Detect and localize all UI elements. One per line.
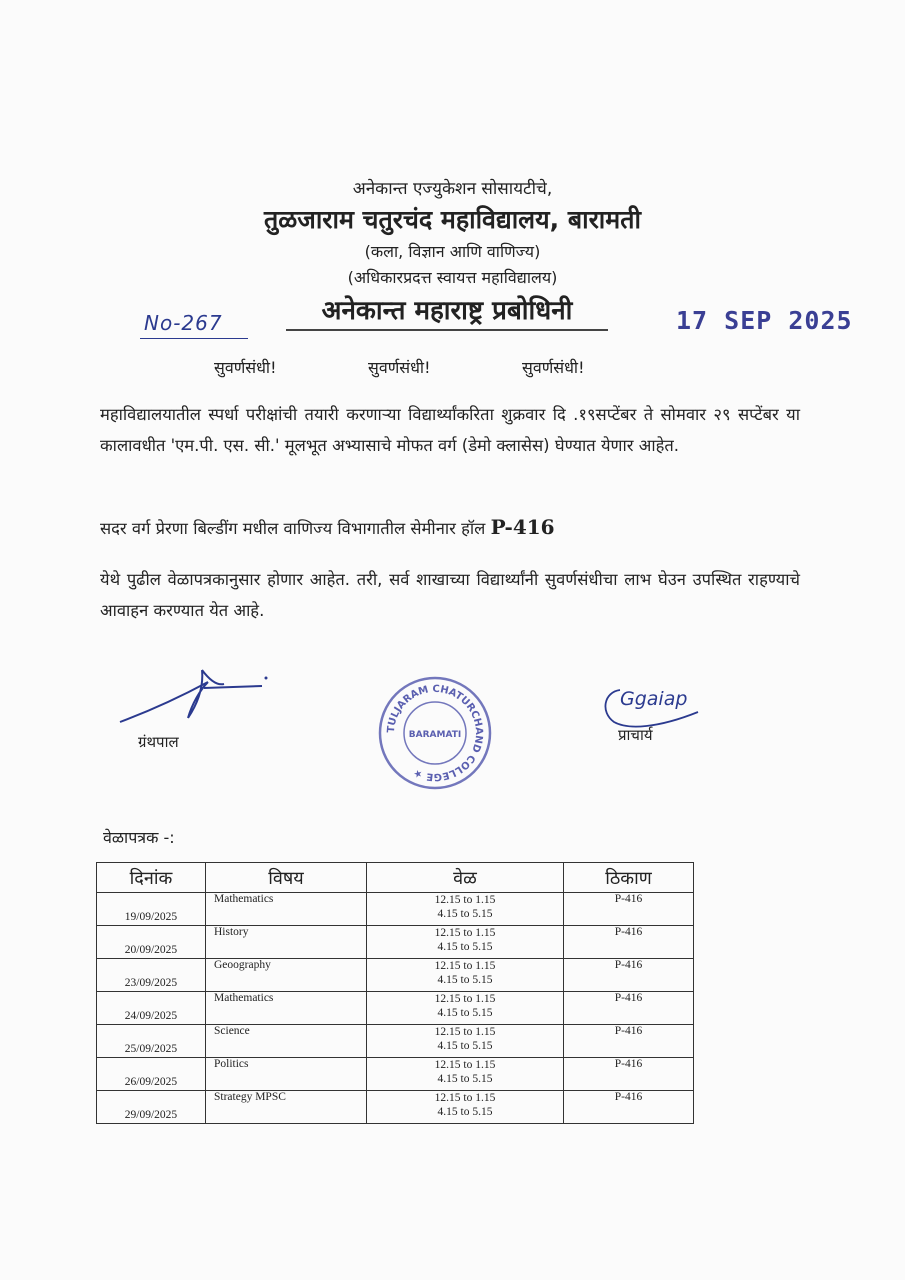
table-row xyxy=(97,959,694,992)
academy-title: अनेकान्त महाराष्ट्र प्रबोधिनी xyxy=(286,291,608,331)
principal-label: प्राचार्य xyxy=(618,726,653,744)
header-place: ठिकाण xyxy=(564,863,694,893)
time-slot-2: 4.15 to 5.15 xyxy=(437,1040,493,1052)
row-subject: History xyxy=(206,926,367,959)
society-name: अनेकान्त एज्युकेशन सोसायटीचे, xyxy=(352,179,553,199)
librarian-signature-block xyxy=(112,660,272,751)
row-subject: Science xyxy=(206,1025,367,1058)
table-row xyxy=(97,1058,694,1091)
row-place: P-416 xyxy=(564,1058,694,1091)
time-slot-2: 4.15 to 5.15 xyxy=(437,974,493,986)
table-row xyxy=(97,926,694,959)
row-date: 25/09/2025 xyxy=(97,1025,206,1058)
college-branches: (कला, विज्ञान आणि वाणिज्य) xyxy=(364,242,541,261)
row-time xyxy=(367,1091,564,1124)
librarian-signature-icon xyxy=(112,660,272,730)
row-subject: Geoography xyxy=(206,959,367,992)
row-time xyxy=(367,1058,564,1091)
principal-handwriting: Ggaiap xyxy=(620,688,688,710)
row-place: P-416 xyxy=(564,959,694,992)
row-date: 26/09/2025 xyxy=(97,1058,206,1091)
row-time xyxy=(367,926,564,959)
time-slot-2: 4.15 to 5.15 xyxy=(437,1106,493,1118)
row-time xyxy=(367,893,564,926)
schedule-header-row xyxy=(97,863,694,893)
golden-opportunity-1: सुवर्णसंधी! xyxy=(214,358,277,377)
principal-signature-block xyxy=(598,682,708,744)
table-row xyxy=(97,893,694,926)
time-slot-1: 12.15 to 1.15 xyxy=(434,1026,496,1038)
seal-ring-text: TULJARAM CHATURCHAND COLLEGE ★ xyxy=(385,683,485,783)
time-slot-2: 4.15 to 5.15 xyxy=(437,908,493,920)
golden-opportunity-3: सुवर्णसंधी! xyxy=(522,358,585,377)
seal-center-text: BARAMATI xyxy=(408,730,462,740)
row-time xyxy=(367,959,564,992)
header-date: दिनांक xyxy=(97,863,206,893)
notice-paragraph-3: येथे पुढील वेळापत्रकानुसार होणार आहेत. तरी, सर्व शाखाच्या विद्यार्थ्यांनी सुवर्णसंधीचा लाभ घेउन उपस्थित राहण्याचे आवाहन करण्यात येत आहे. xyxy=(100,570,800,620)
row-date: 29/09/2025 xyxy=(97,1091,206,1124)
venue-text: सदर वर्ग प्रेरणा बिल्डींग मधील वाणिज्य विभागातील सेमीनार हॉल xyxy=(100,519,486,538)
row-place: P-416 xyxy=(564,992,694,1025)
college-status: (अधिकारप्रदत्त स्वायत्त महाविद्यालय) xyxy=(347,268,558,287)
reference-number: No-267 xyxy=(144,311,223,335)
row-date: 24/09/2025 xyxy=(97,992,206,1025)
row-time xyxy=(367,1025,564,1058)
row-place: P-416 xyxy=(564,1091,694,1124)
time-slot-2: 4.15 to 5.15 xyxy=(437,941,493,953)
reference-underline xyxy=(140,338,248,339)
time-slot-2: 4.15 to 5.15 xyxy=(437,1073,493,1085)
row-place: P-416 xyxy=(564,893,694,926)
time-slot-1: 12.15 to 1.15 xyxy=(434,1092,496,1104)
row-place: P-416 xyxy=(564,926,694,959)
college-seal-icon xyxy=(377,675,493,791)
row-subject: Mathematics xyxy=(206,992,367,1025)
college-name: तुळजाराम चतुरचंद महाविद्यालय, बारामती xyxy=(264,205,641,234)
table-row xyxy=(97,992,694,1025)
header-subject: विषय xyxy=(206,863,367,893)
row-date: 23/09/2025 xyxy=(97,959,206,992)
schedule-table xyxy=(96,862,694,1124)
row-date: 20/09/2025 xyxy=(97,926,206,959)
schedule-label: वेळापत्रक -: xyxy=(103,828,175,847)
time-slot-1: 12.15 to 1.15 xyxy=(434,894,496,906)
time-slot-1: 12.15 to 1.15 xyxy=(434,927,496,939)
row-date: 19/09/2025 xyxy=(97,893,206,926)
time-slot-2: 4.15 to 5.15 xyxy=(437,1007,493,1019)
time-slot-1: 12.15 to 1.15 xyxy=(434,1059,496,1071)
row-time xyxy=(367,992,564,1025)
notice-paragraph-2 xyxy=(100,512,800,544)
table-row xyxy=(97,1025,694,1058)
row-subject: Strategy MPSC xyxy=(206,1091,367,1124)
college-seal xyxy=(377,675,493,795)
librarian-label: ग्रंथपाल xyxy=(138,733,179,751)
row-subject: Mathematics xyxy=(206,893,367,926)
table-row xyxy=(97,1091,694,1124)
time-slot-1: 12.15 to 1.15 xyxy=(434,960,496,972)
notice-paragraph-1: महाविद्यालयातील स्पर्धा परीक्षांची तयारी करणाऱ्या विद्यार्थ्यांकरिता शुक्रवार दि .१९सप्टेंबर ते सोमवार २९ सप्टेंबर या कालावधीत 'एम.पी. एस. सी.' मूलभूत अभ्यासाचे मोफत वर्ग (डेमो क्लासेस) घेण्यात येणार आहेत. xyxy=(100,405,800,455)
row-place: P-416 xyxy=(564,1025,694,1058)
row-subject: Politics xyxy=(206,1058,367,1091)
date-stamp: 17 SEP 2025 xyxy=(676,306,853,335)
header-time: वेळ xyxy=(367,863,564,893)
hall-number: P-416 xyxy=(490,515,555,539)
golden-opportunity-2: सुवर्णसंधी! xyxy=(368,358,431,377)
time-slot-1: 12.15 to 1.15 xyxy=(434,993,496,1005)
